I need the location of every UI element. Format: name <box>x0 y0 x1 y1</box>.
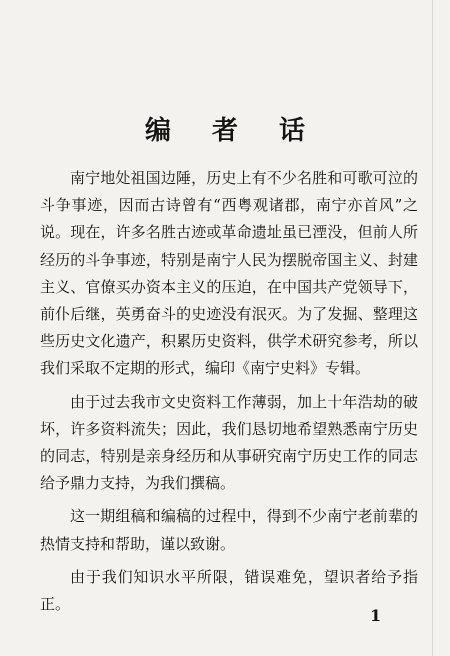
paragraph-1: 南宁地处祖国边陲，历史上有不少名胜和可歌可泣的斗争事迹，因而古诗曾有“西粤观诸郡，南宁亦首风”之说。现在，许多名胜古迹或革命遗址虽已湮没，但前人所经历的斗争事迹，特别是南宁人民为摆脱帝国主义、封建主义、官僚买办资本主义的压迫，在中国共产党领导下，前仆后继，英勇奋斗的史迹没有泯灭。为了发掘、整理这些历史文化遗产，积累历史资料，供学术研究参考，所以我们采取不定期的形式，编印《南宁史料》专辑。 <box>40 169 418 378</box>
body-text <box>40 165 418 622</box>
page-number: 1 <box>370 606 382 625</box>
paragraph-2: 由于过去我市文史资料工作薄弱，加上十年浩劫的破坏，许多资料流失；因此，我们恳切地希望熟悉南宁历史的同志，特别是亲身经历和从事研究南宁历史工作的同志给予鼎力支持，为我们撰稿。 <box>40 392 418 493</box>
paragraph-3: 这一期组稿和编稿的过程中，得到不少南宁老前辈的热情支持和帮助，谨以致谢。 <box>40 507 418 553</box>
page-title: 编 者 话 <box>144 116 322 146</box>
paragraph-4: 由于我们知识水平所限，错误难免，望识者给予指正。 <box>40 567 418 614</box>
page-edge-shadow <box>432 0 433 656</box>
